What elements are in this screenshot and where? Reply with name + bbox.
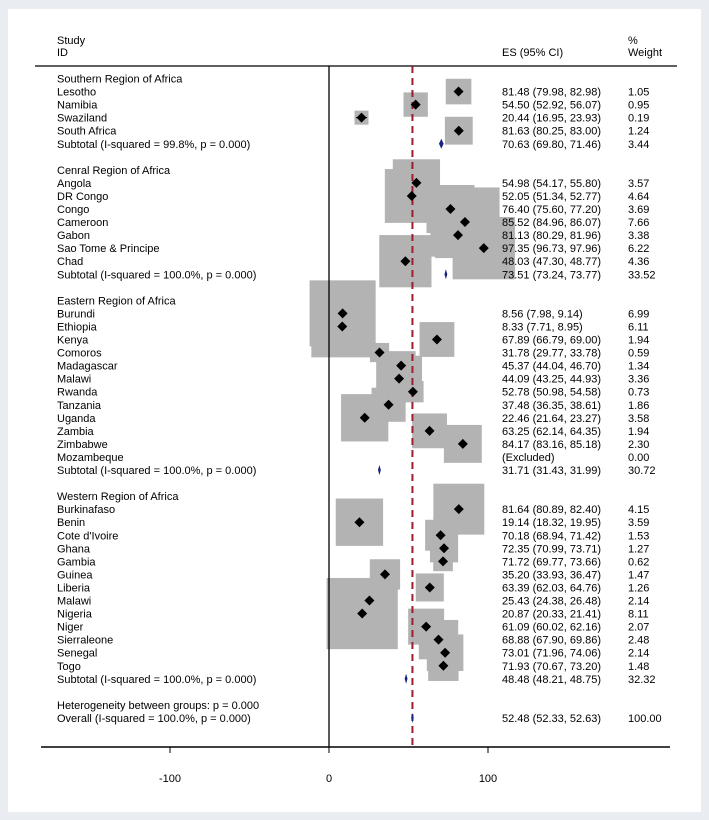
study-label: Swaziland	[57, 112, 108, 125]
study-weight-text: 7.66	[628, 217, 650, 230]
study-label: South Africa	[57, 125, 117, 138]
subtotal-weight-text: 30.72	[628, 465, 656, 477]
weight-header-percent: %	[628, 35, 638, 47]
study-ci-text: 85.52 (84.96, 86.07)	[502, 217, 602, 230]
study-ci-text: (Excluded)	[502, 451, 555, 464]
study-ci-text: 63.39 (62.03, 64.76)	[502, 582, 602, 595]
forest-plot	[8, 9, 701, 812]
study-label: Niger	[57, 621, 84, 634]
study-ci-text: 52.05 (51.34, 52.77)	[502, 190, 602, 203]
study-weight-text: 2.14	[628, 595, 650, 608]
subtotal-weight-text: 3.44	[628, 138, 650, 151]
study-ci-text: 19.14 (18.32, 19.95)	[502, 517, 602, 530]
study-ci-text: 31.78 (29.77, 33.78)	[502, 347, 602, 360]
study-ci-text: 84.17 (83.16, 85.18)	[502, 438, 602, 451]
study-ci-text: 52.78 (50.98, 54.58)	[502, 386, 602, 399]
study-label: Madagascar	[57, 360, 118, 373]
study-weight-text: 4.64	[628, 190, 650, 203]
study-ci-text: 8.56 (7.98, 9.14)	[502, 308, 583, 321]
study-label: Angola	[57, 177, 92, 190]
group-heading-2: Cenral Region of Africa	[57, 164, 171, 177]
study-weight-text: 8.11	[628, 608, 649, 621]
study-weight-text: 1.47	[628, 569, 650, 582]
study-ci-text: 71.72 (69.77, 73.66)	[502, 556, 602, 569]
study-label: Namibia	[57, 99, 98, 112]
study-label: Togo	[57, 660, 81, 673]
study-label: Benin	[57, 517, 86, 530]
study-label: Rwanda	[57, 386, 98, 399]
study-label: Congo	[57, 204, 90, 216]
study-ci-text: 20.87 (20.33, 21.41)	[502, 608, 602, 621]
study-ci-text: 20.44 (16.95, 23.93)	[502, 112, 602, 125]
forest-plot-panel	[8, 9, 701, 812]
group-heading-1: Southern Region of Africa	[57, 73, 183, 86]
study-label: Malawi	[57, 595, 92, 608]
study-weight-text: 3.59	[628, 517, 650, 530]
study-weight-text: 1.26	[628, 582, 650, 595]
study-label: Comoros	[57, 347, 102, 360]
subtotal-ci-text: 31.71 (31.43, 31.99)	[502, 465, 602, 477]
weight-header-label: Weight	[628, 47, 663, 59]
study-label: Ethiopia	[57, 321, 97, 334]
study-label: DR Congo	[57, 190, 109, 203]
study-ci-text: 63.25 (62.14, 64.35)	[502, 425, 602, 438]
study-label: Burkinafaso	[57, 504, 116, 517]
study-ci-text: 48.03 (47.30, 48.77)	[502, 256, 602, 269]
es-column-header: ES (95% CI)	[502, 47, 564, 59]
study-weight-text: 2.48	[628, 634, 650, 647]
heterogeneity-label: Heterogeneity between groups: p = 0.000	[57, 699, 260, 712]
study-weight-text: 1.05	[628, 86, 650, 99]
study-weight-text: 0.95	[628, 99, 650, 112]
study-ci-text: 35.20 (33.93, 36.47)	[502, 569, 602, 582]
study-label: Sierraleone	[57, 634, 114, 647]
study-label: Cameroon	[57, 217, 109, 230]
study-label: Gabon	[57, 230, 91, 243]
x-axis-tick-label: -100	[158, 773, 182, 785]
x-axis-tick-label: 0	[325, 773, 333, 785]
study-ci-text: 70.18 (68.94, 71.42)	[502, 530, 602, 543]
study-header-label: Study	[57, 35, 86, 47]
study-weight-text: 3.38	[628, 230, 650, 243]
study-weight-text: 1.48	[628, 660, 650, 673]
study-ci-text: 37.48 (36.35, 38.61)	[502, 399, 602, 412]
study-weight-text: 3.57	[628, 177, 650, 190]
study-label: Zimbabwe	[57, 438, 108, 451]
study-ci-text: 73.01 (71.96, 74.06)	[502, 647, 602, 660]
study-ci-text: 44.09 (43.25, 44.93)	[502, 373, 602, 386]
subtotal-label: Subtotal (I-squared = 100.0%, p = 0.000)	[57, 673, 257, 686]
study-weight-text: 2.14	[628, 647, 650, 660]
study-weight-text: 3.58	[628, 412, 650, 425]
study-label: Senegal	[57, 647, 98, 660]
study-weight-text: 1.86	[628, 399, 650, 412]
study-weight-text: 1.53	[628, 530, 650, 543]
study-ci-text: 68.88 (67.90, 69.86)	[502, 634, 602, 647]
subtotal-diamond	[405, 674, 408, 684]
subtotal-diamond	[439, 139, 444, 149]
study-weight-text: 6.11	[628, 321, 649, 334]
study-weight-text: 4.36	[628, 256, 650, 269]
study-weight-text: 4.15	[628, 504, 650, 517]
overall-weight-text: 100.00	[628, 712, 662, 725]
study-label: Liberia	[57, 582, 91, 595]
study-label: Burundi	[57, 308, 95, 321]
study-ci-text: 81.48 (79.98, 82.98)	[502, 86, 602, 99]
study-label: Uganda	[57, 412, 96, 425]
study-weight-text: 0.73	[628, 386, 650, 399]
study-ci-text: 45.37 (44.04, 46.70)	[502, 360, 602, 373]
study-label: Zambia	[57, 425, 94, 438]
study-weight-text: 0.62	[628, 556, 650, 569]
study-label: Guinea	[57, 569, 93, 582]
study-ci-text: 67.89 (66.79, 69.00)	[502, 334, 602, 347]
study-ci-text: 71.93 (70.67, 73.20)	[502, 660, 602, 673]
study-ci-text: 81.63 (80.25, 83.00)	[502, 125, 602, 138]
subtotal-diamond	[444, 269, 447, 279]
subtotal-weight-text: 33.52	[628, 269, 656, 282]
study-weight-text: 3.36	[628, 373, 650, 386]
study-ci-text: 72.35 (70.99, 73.71)	[502, 543, 602, 556]
study-ci-text: 8.33 (7.71, 8.95)	[502, 321, 583, 334]
study-label: Lesotho	[57, 86, 97, 99]
subtotal-ci-text: 48.48 (48.21, 48.75)	[502, 673, 602, 686]
study-weight-text: 2.07	[628, 621, 650, 634]
study-weight-text: 1.27	[628, 543, 650, 556]
study-ci-text: 22.46 (21.64, 23.27)	[502, 412, 602, 425]
study-label: Sao Tome & Principe	[57, 243, 160, 256]
subtotal-label: Subtotal (I-squared = 100.0%, p = 0.000)	[57, 465, 257, 477]
overall-ci-text: 52.48 (52.33, 52.63)	[502, 712, 602, 725]
study-label: Nigeria	[57, 608, 92, 621]
study-label: Mozambeque	[57, 451, 124, 464]
subtotal-ci-text: 73.51 (73.24, 73.77)	[502, 269, 602, 282]
study-ci-text: 54.98 (54.17, 55.80)	[502, 177, 602, 190]
subtotal-weight-text: 32.32	[628, 673, 656, 686]
study-weight-text: 6.22	[628, 243, 650, 256]
study-weight-text: 1.34	[628, 360, 650, 373]
subtotal-diamond	[378, 465, 381, 475]
study-weight-text: 1.94	[628, 334, 650, 347]
subtotal-ci-text: 70.63 (69.80, 71.46)	[502, 138, 602, 151]
study-label: Ghana	[57, 543, 91, 556]
study-label: Tanzania	[57, 399, 102, 412]
subtotal-label: Subtotal (I-squared = 99.8%, p = 0.000)	[57, 138, 251, 151]
study-ci-text: 97.35 (96.73, 97.96)	[502, 243, 602, 256]
group-heading-4: Western Region of Africa	[57, 491, 179, 504]
subtotal-label: Subtotal (I-squared = 100.0%, p = 0.000)	[57, 269, 257, 282]
study-ci-text: 81.64 (80.89, 82.40)	[502, 504, 602, 517]
study-ci-text: 61.09 (60.02, 62.16)	[502, 621, 602, 634]
study-label: Malawi	[57, 373, 92, 386]
study-ci-text: 76.40 (75.60, 77.20)	[502, 204, 602, 216]
group-heading-3: Eastern Region of Africa	[57, 295, 176, 308]
study-ci-text: 54.50 (52.92, 56.07)	[502, 99, 602, 112]
study-ci-text: 25.43 (24.38, 26.48)	[502, 595, 602, 608]
study-weight-text: 1.94	[628, 425, 650, 438]
study-weight-text: 0.00	[628, 451, 650, 464]
study-label: Gambia	[57, 556, 96, 569]
study-weight-text: 0.19	[628, 112, 650, 125]
study-label: Cote d'Ivoire	[57, 530, 119, 543]
id-header-label: ID	[57, 47, 68, 59]
overall-label: Overall (I-squared = 100.0%, p = 0.000)	[57, 712, 251, 725]
x-axis-tick-label: 100	[478, 773, 498, 785]
study-weight-text: 3.69	[628, 204, 650, 216]
study-weight-text: 2.30	[628, 438, 650, 451]
study-weight-text: 6.99	[628, 308, 650, 321]
study-label: Chad	[57, 256, 84, 269]
study-ci-text: 81.13 (80.29, 81.96)	[502, 230, 602, 243]
study-weight-text: 0.59	[628, 347, 650, 360]
study-weight-text: 1.24	[628, 125, 650, 138]
study-label: Kenya	[57, 334, 89, 347]
